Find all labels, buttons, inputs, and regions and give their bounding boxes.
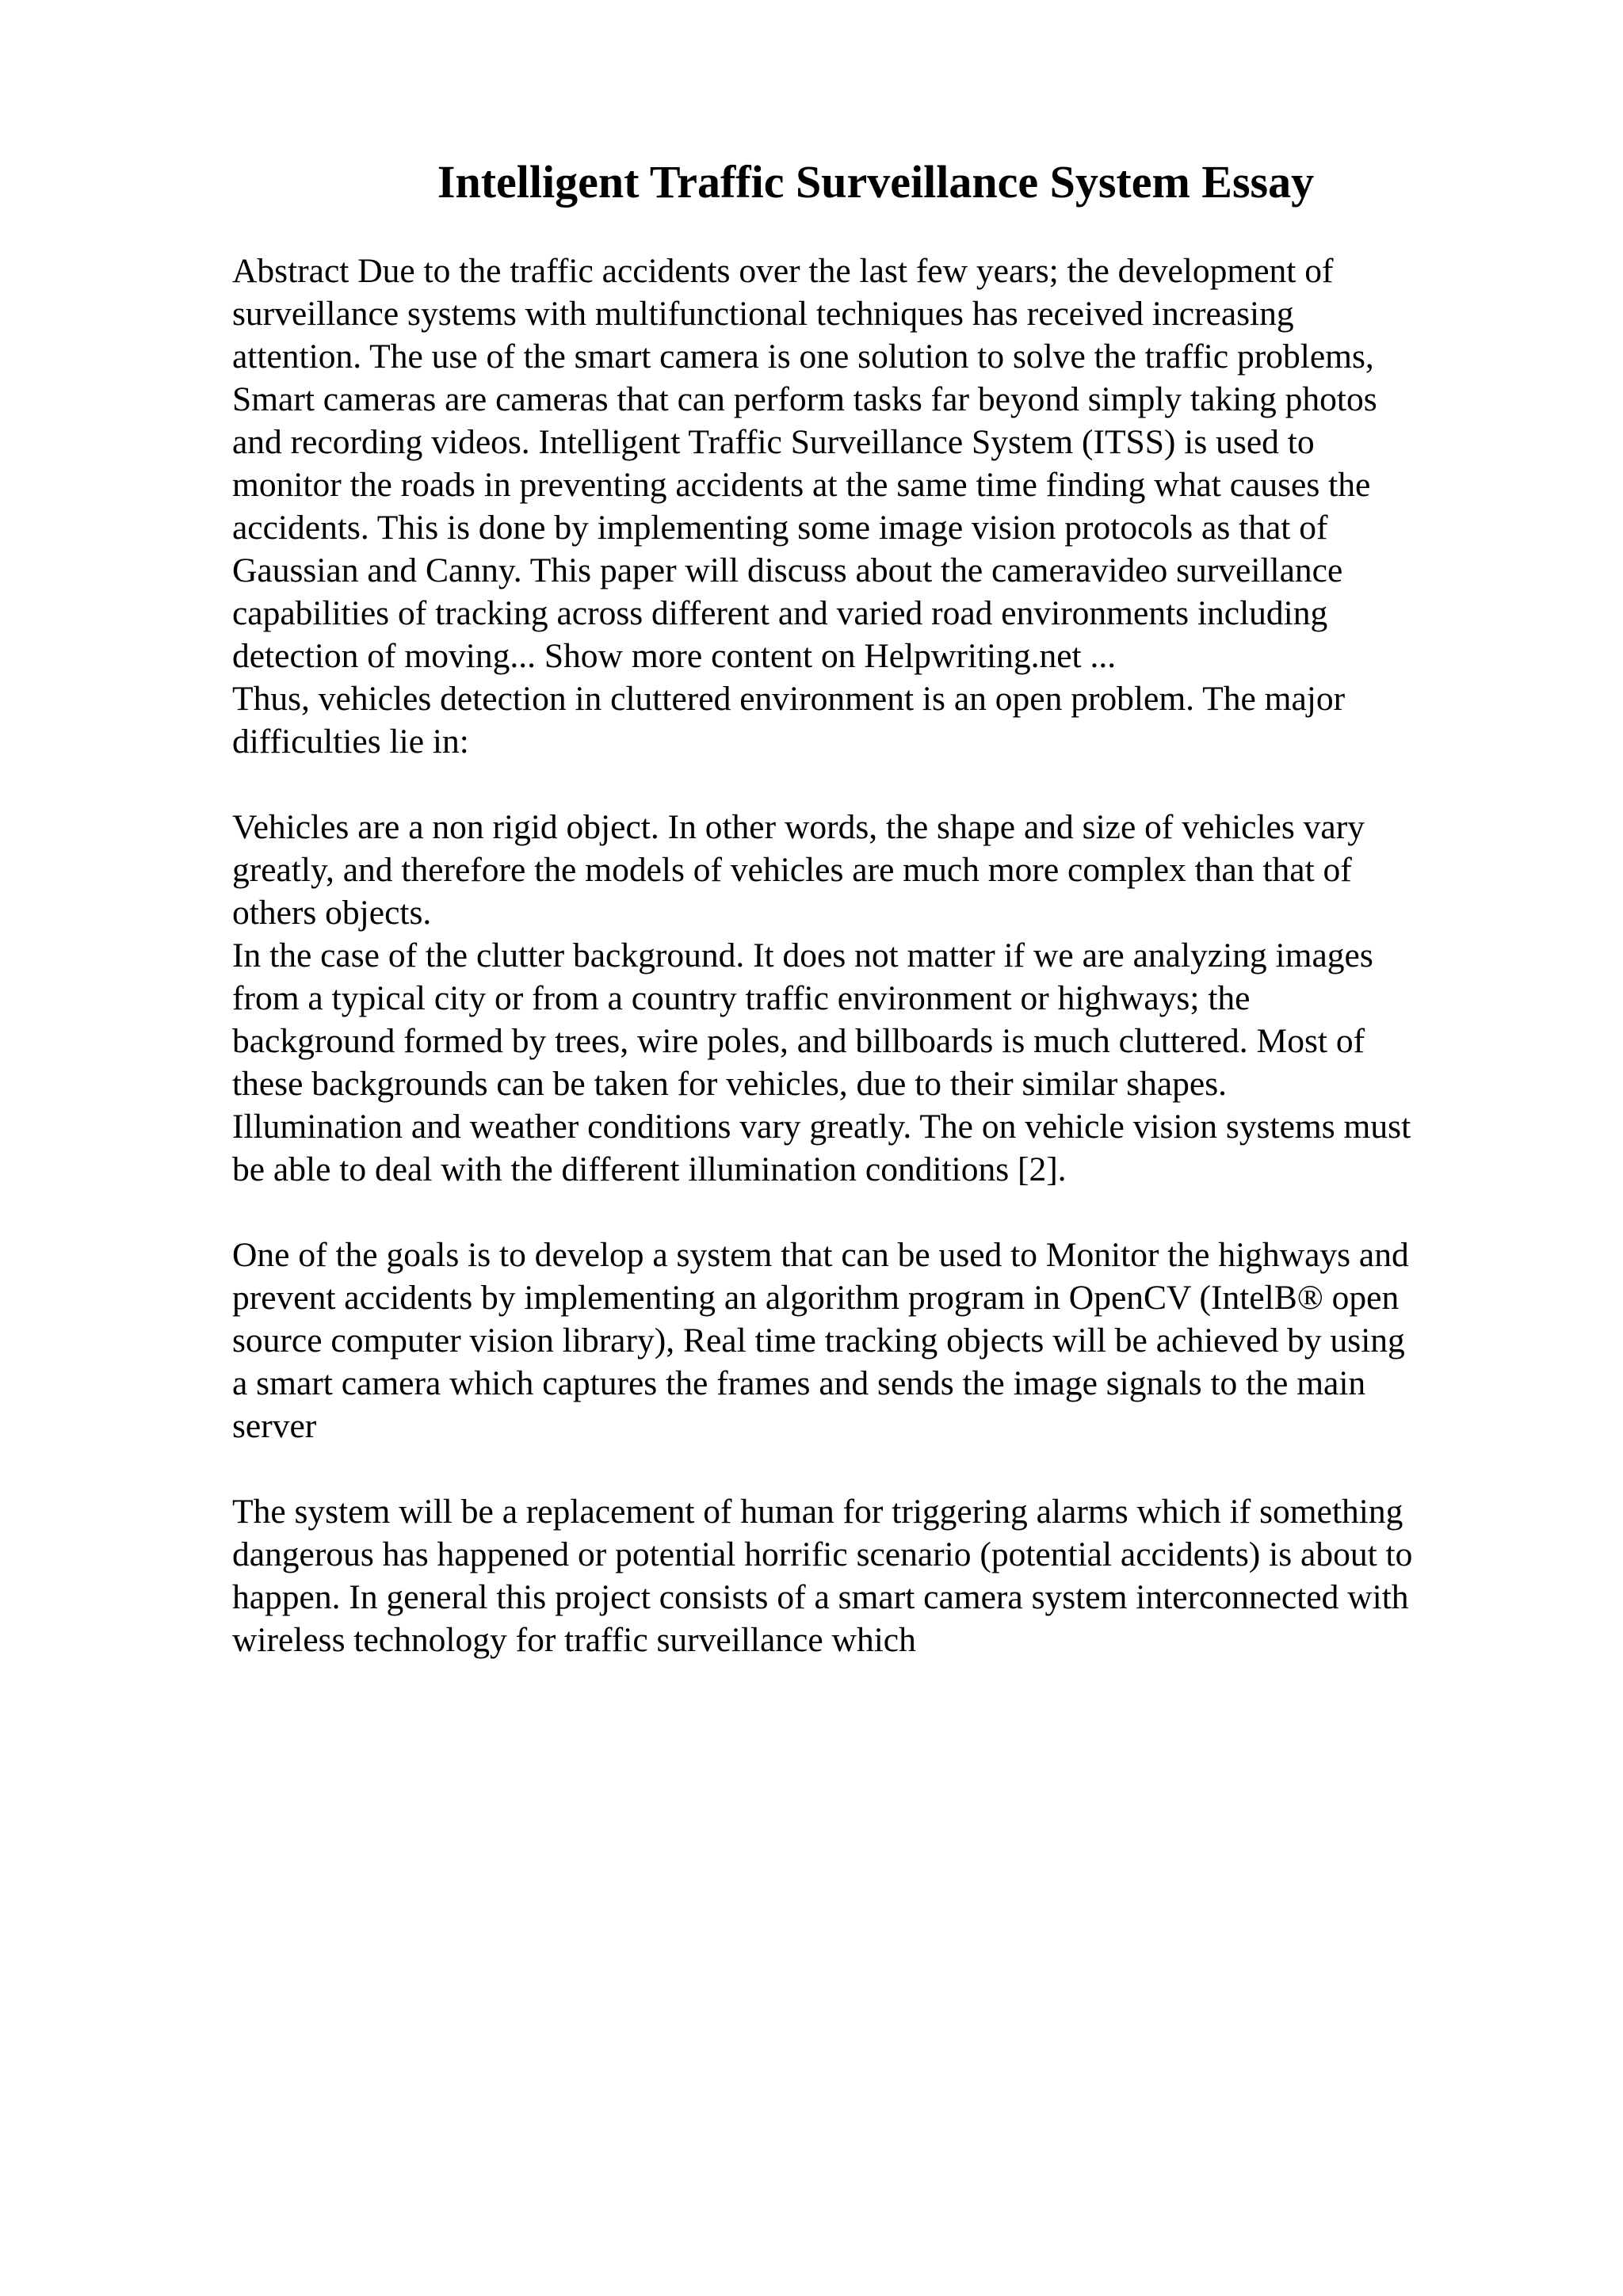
- text-line: In the case of the clutter background. It does not matter if we are analyzing images: [232, 936, 1373, 974]
- text-line: monitor the roads in preventing accidents at the same time finding what causes the: [232, 466, 1371, 504]
- text-line: attention. The use of the smart camera is one solution to solve the traffic problems,: [232, 338, 1374, 376]
- text-line: be able to deal with the different illumination conditions [2].: [232, 1150, 1067, 1188]
- text-line: happen. In general this project consists of a smart camera system interconnected with: [232, 1578, 1409, 1616]
- text-line: wireless technology for traffic surveillance which: [232, 1621, 916, 1659]
- text-line: Gaussian and Canny. This paper will discuss about the cameravideo surveillance: [232, 551, 1343, 589]
- text-line: Illumination and weather conditions vary greatly. The on vehicle vision systems must: [232, 1108, 1411, 1146]
- text-line: dangerous has happened or potential horrific scenario (potential accidents) is about to: [232, 1535, 1413, 1573]
- text-line: these backgrounds can be taken for vehicles, due to their similar shapes.: [232, 1065, 1228, 1103]
- paragraph-break: [232, 1447, 1532, 1490]
- text-line: server: [232, 1407, 317, 1445]
- essay-title: Intelligent Traffic Surveillance System Essay: [437, 156, 1315, 208]
- text-line: Vehicles are a non rigid object. In other words, the shape and size of vehicles vary: [232, 808, 1365, 846]
- text-line: One of the goals is to develop a system that can be used to Monitor the highways and: [232, 1236, 1409, 1274]
- paragraph-break: [232, 1191, 1532, 1234]
- text-line: source computer vision library), Real time tracking objects will be achieved by using: [232, 1322, 1405, 1360]
- text-line: Smart cameras are cameras that can perform tasks far beyond simply taking photos: [232, 380, 1377, 418]
- essay-body: [232, 250, 1532, 1661]
- text-line: detection of moving... Show more content on Helpwriting.net ...: [232, 637, 1117, 675]
- text-line: difficulties lie in:: [232, 723, 469, 761]
- text-line: background formed by trees, wire poles, and billboards is much cluttered. Most of: [232, 1022, 1365, 1060]
- text-line: prevent accidents by implementing an algorithm program in OpenCV (IntelB® open: [232, 1279, 1400, 1317]
- text-line: surveillance systems with multifunctional techniques has received increasing: [232, 295, 1294, 333]
- text-line: capabilities of tracking across different and varied road environments including: [232, 594, 1328, 632]
- text-line: The system will be a replacement of human for triggering alarms which if something: [232, 1493, 1403, 1531]
- text-line: from a typical city or from a country traffic environment or highways; the: [232, 979, 1251, 1017]
- paragraph-break: [232, 763, 1532, 806]
- text-line: accidents. This is done by implementing some image vision protocols as that of: [232, 509, 1328, 547]
- text-line: others objects.: [232, 894, 432, 932]
- text-line: Thus, vehicles detection in cluttered environment is an open problem. The major: [232, 680, 1346, 718]
- text-line: greatly, and therefore the models of vehicles are much more complex than that of: [232, 851, 1352, 889]
- text-line: Abstract Due to the traffic accidents over the last few years; the development of: [232, 252, 1334, 290]
- text-line: a smart camera which captures the frames and sends the image signals to the main: [232, 1364, 1366, 1402]
- text-line: and recording videos. Intelligent Traffic Surveillance System (ITSS) is used to: [232, 423, 1315, 461]
